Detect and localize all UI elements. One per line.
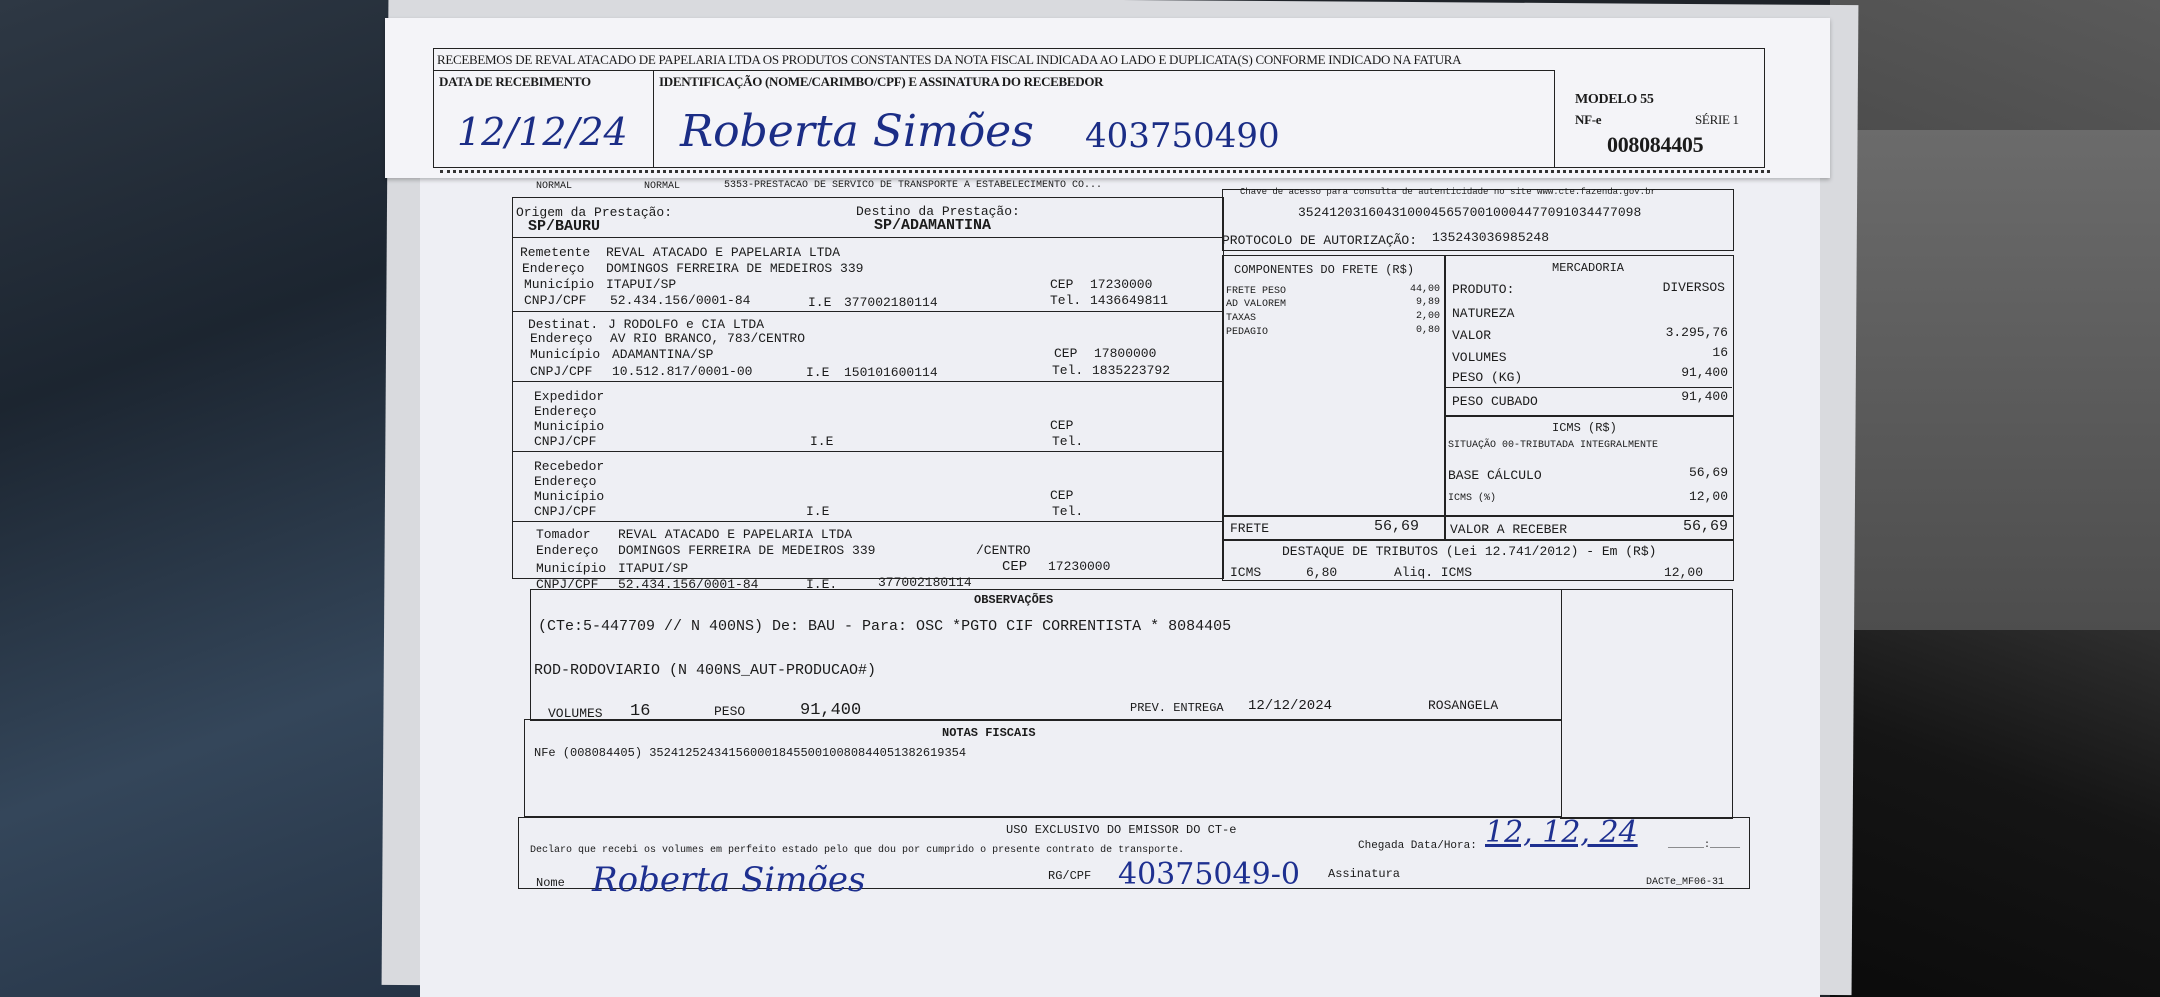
tributos-aliq: 12,00 (1664, 565, 1704, 580)
destinatario-label: Destinat. (528, 317, 599, 332)
destinatario-cnpj-label: CNPJ/CPF (530, 364, 593, 379)
notas-box (524, 719, 1562, 817)
volumes-value: 16 (1712, 345, 1728, 360)
divider-prestacao (512, 237, 1222, 238)
obs-line1: (CTe:5-447709 // N 400NS) De: BAU - Para: OSC *PGTO CIF CORRENTISTA * 8084405 (538, 618, 1232, 635)
emissor-declaro: Declaro que recebi os volumes em perfeito estado pelo que dou por cumprido o presente contrato de transporte. (530, 845, 1185, 856)
tomador-mun-label: Município (536, 561, 607, 576)
destinatario-cep: 17800000 (1094, 346, 1157, 361)
mercadoria-title: MERCADORIA (1552, 261, 1625, 275)
emissor-title: USO EXCLUSIVO DO EMISSOR DO CT-e (1006, 823, 1237, 837)
remetente-ie-label: I.E (808, 295, 832, 310)
base-value: 56,69 (1688, 465, 1728, 480)
tipo-servico: NORMAL (644, 181, 681, 192)
tomador-end-label: Endereço (536, 543, 599, 558)
divider-mercadoria (1444, 387, 1732, 388)
stub-nf-number: 008084405 (1607, 132, 1704, 157)
divider-recebedor (512, 521, 1222, 522)
tomador-endereco: DOMINGOS FERREIRA DE MEDEIROS 339 (618, 543, 876, 558)
destinatario-nome: J RODOLFO e CIA LTDA (608, 317, 765, 332)
icms-pct: 12,00 (1688, 489, 1728, 504)
obs-peso: 91,400 (800, 701, 862, 720)
notas-line: NFe (008084405) 35241252434156000184550010080844051382619354 (534, 746, 967, 760)
remetente-nome: REVAL ATACADO E PAPELARIA LTDA (606, 245, 841, 260)
frete-item-value: 44,00 (1409, 284, 1440, 295)
remetente-cnpj: 52.434.156/0001-84 (610, 293, 751, 308)
expedidor-ie-label: I.E (810, 434, 834, 449)
tipo-cte: NORMAL (536, 181, 573, 192)
origem-value: SP/BAURU (528, 218, 601, 235)
emissor-nome-label: Nome (536, 876, 565, 890)
tributos-icms: 6,80 (1306, 565, 1338, 580)
obs-title: OBSERVAÇÕES (974, 593, 1054, 607)
perforation-line (440, 170, 1770, 173)
frete-item-value: 2,00 (1415, 311, 1440, 322)
tomador-cnpj: 52.434.156/0001-84 (618, 577, 759, 592)
tributos-icms-label: ICMS (1230, 565, 1262, 580)
receber-value: 56,69 (1682, 518, 1728, 535)
frete-item-label: AD VALOREM (1226, 299, 1287, 310)
obs-line2: ROD-RODOVIARIO (N 400NS_AUT-PRODUCAO#) (534, 662, 877, 679)
icms-pct-label: ICMS (%) (1448, 493, 1497, 504)
divider-expedidor (512, 451, 1222, 452)
obs-responsavel: ROSANGELA (1428, 698, 1499, 713)
expedidor-label: Expedidor (534, 389, 605, 404)
expedidor-mun-label: Município (534, 419, 605, 434)
cfop: 5353-PRESTACAO DE SERVICO DE TRANSPORTE A ESTABELECIMENTO CO... (724, 180, 1103, 191)
emissor-rg-label: RG/CPF (1048, 869, 1092, 883)
remetente-tel: 1436649811 (1090, 293, 1169, 308)
remetente-ie: 377002180114 (844, 295, 938, 310)
tomador-bairro: /CENTRO (976, 543, 1031, 558)
frete-total-label: FRETE (1230, 521, 1270, 536)
obs-side-box (1560, 589, 1733, 819)
destinatario-tel-label: Tel. (1052, 363, 1084, 378)
recebedor-ie-label: I.E (806, 504, 830, 519)
frete-total: 56,69 (1374, 518, 1420, 535)
frete-item-label: PEDAGIO (1226, 327, 1269, 338)
emissor-assinatura-label: Assinatura (1328, 867, 1401, 881)
remetente-cnpj-label: CNPJ/CPF (524, 293, 587, 308)
stub-ident-label: IDENTIFICAÇÃO (NOME/CARIMBO/CPF) E ASSINATURA DO RECEBEDOR (659, 74, 1104, 89)
expedidor-tel-label: Tel. (1052, 434, 1084, 449)
stub-header: RECEBEMOS DE REVAL ATACADO DE PAPELARIA LTDA OS PRODUTOS CONSTANTES DA NOTA FISCAL INDICADA AO LADO E DUPLICATA(S) CONFORME INDICADO NA FATURA (437, 52, 1462, 67)
recebedor-cep-label: CEP (1050, 488, 1074, 503)
produto-value: DIVERSOS (1662, 280, 1725, 295)
destinatario-tel: 1835223792 (1092, 363, 1171, 378)
notas-title: NOTAS FISCAIS (942, 726, 1036, 740)
remetente-endereco: DOMINGOS FERREIRA DE MEDEIROS 339 (606, 261, 864, 276)
remetente-mun-label: Município (524, 277, 595, 292)
base-label: BASE CÁLCULO (1448, 468, 1542, 483)
cubado-value: 91,400 (1681, 389, 1728, 404)
protocolo-label: PROTOCOLO DE AUTORIZAÇÃO: (1222, 233, 1418, 248)
tributos-aliq-label: Aliq. ICMS (1394, 565, 1473, 580)
cubado-label: PESO CUBADO (1452, 394, 1538, 409)
stub-date-label: DATA DE RECEBIMENTO (439, 74, 591, 89)
obs-box (530, 589, 1562, 721)
remetente-municipio: ITAPUI/SP (606, 277, 677, 292)
obs-entrega: 12/12/2024 (1248, 698, 1333, 714)
destino-label: Destino da Prestação: (856, 204, 1020, 219)
emissor-rg-handwritten: 40375049-0 (1118, 857, 1300, 892)
obs-entrega-label: PREV. ENTREGA (1130, 701, 1224, 715)
stub-id-handwritten: 403750490 (1085, 116, 1280, 156)
tomador-ie-label: I.E. (806, 577, 838, 592)
frete-item-label: TAXAS (1226, 313, 1257, 324)
recebedor-cnpj-label: CNPJ/CPF (534, 504, 597, 519)
frete-item-value: 9,89 (1415, 297, 1440, 308)
receber-label: VALOR A RECEBER (1450, 522, 1568, 537)
tomador-label: Tomador (536, 527, 591, 542)
remetente-end-label: Endereço (522, 261, 585, 276)
remetente-cep-label: CEP (1050, 277, 1074, 292)
valor-value: 3.295,76 (1665, 325, 1728, 340)
icms-title: ICMS (R$) (1552, 421, 1617, 435)
valor-label: VALOR (1452, 328, 1492, 343)
peso-value: 91,400 (1681, 365, 1728, 380)
tributos-title: DESTAQUE DE TRIBUTOS (Lei 12.741/2012) - Em (R$) (1282, 544, 1657, 559)
stub-nfe: NF-e (1575, 112, 1602, 127)
tomador-cep-label: CEP (1002, 559, 1028, 575)
divider-remetente (512, 311, 1222, 312)
recebedor-tel-label: Tel. (1052, 504, 1084, 519)
emissor-footer: DACTe_MF06-31 (1646, 877, 1725, 888)
destinatario-cnpj: 10.512.817/0001-00 (612, 364, 753, 379)
dacte-form (500, 175, 1760, 915)
tomador-cep: 17230000 (1048, 559, 1111, 574)
tomador-nome: REVAL ATACADO E PAPELARIA LTDA (618, 527, 853, 542)
chave-label: Chave de acesso para consulta de autenticidade no site www.cte.fazenda.gov.br (1240, 187, 1656, 197)
destino-value: SP/ADAMANTINA (874, 217, 992, 234)
frete-item-label: FRETE PESO (1226, 286, 1287, 297)
destinatario-mun-label: Município (530, 347, 601, 362)
divider-destinatario (512, 381, 1222, 382)
tomador-ie: 377002180114 (878, 575, 972, 590)
destinatario-ie-label: I.E (806, 365, 830, 380)
destinatario-ie: 150101600114 (844, 365, 938, 380)
destinatario-endereco: AV RIO BRANCO, 783/CENTRO (610, 331, 806, 346)
produto-label: PRODUTO: (1452, 282, 1515, 297)
stub-serie: SÉRIE 1 (1695, 112, 1739, 127)
obs-volumes-label: VOLUMES (548, 706, 603, 721)
destinatario-municipio: ADAMANTINA/SP (612, 347, 714, 362)
tomador-cnpj-label: CNPJ/CPF (536, 577, 599, 592)
peso-label: PESO (KG) (1452, 370, 1523, 385)
destinatario-cep-label: CEP (1054, 346, 1078, 361)
protocolo-number: 135243036985248 (1432, 230, 1550, 245)
origem-label: Origem da Prestação: (516, 205, 673, 220)
frete-title: COMPONENTES DO FRETE (R$) (1234, 263, 1415, 277)
chave-acesso: 35241203160431000456570010004477091034477098 (1298, 205, 1642, 220)
receipt-stub (385, 18, 1830, 178)
chegada-hora-blank: ______:_____ (1668, 840, 1741, 851)
remetente-cep: 17230000 (1090, 277, 1153, 292)
obs-volumes: 16 (630, 702, 651, 721)
remetente-tel-label: Tel. (1050, 293, 1082, 308)
emissor-nome-signature: Roberta Simões (592, 860, 866, 900)
chegada-label: Chegada Data/Hora: (1358, 840, 1477, 852)
recebedor-label: Recebedor (534, 459, 605, 474)
chegada-handwritten: 12, 12, 24 (1485, 815, 1638, 850)
destinatario-end-label: Endereço (530, 331, 593, 346)
expedidor-cep-label: CEP (1050, 418, 1074, 433)
stub-modelo: MODELO 55 (1575, 92, 1654, 107)
stub-date-handwritten: 12/12/24 (457, 110, 628, 154)
tomador-municipio: ITAPUI/SP (618, 561, 689, 576)
frete-item-value: 0,80 (1415, 325, 1440, 336)
icms-situacao: SITUAÇÃO 00-TRIBUTADA INTEGRALMENTE (1448, 440, 1659, 451)
expedidor-end-label: Endereço (534, 404, 597, 419)
expedidor-cnpj-label: CNPJ/CPF (534, 434, 597, 449)
remetente-label: Remetente (520, 245, 591, 260)
natureza-label: NATUREZA (1452, 306, 1515, 321)
stub-signature: Roberta Simões (680, 106, 1034, 157)
obs-peso-label: PESO (714, 704, 746, 719)
recebedor-mun-label: Município (534, 489, 605, 504)
recebedor-end-label: Endereço (534, 474, 597, 489)
volumes-label: VOLUMES (1452, 350, 1507, 365)
